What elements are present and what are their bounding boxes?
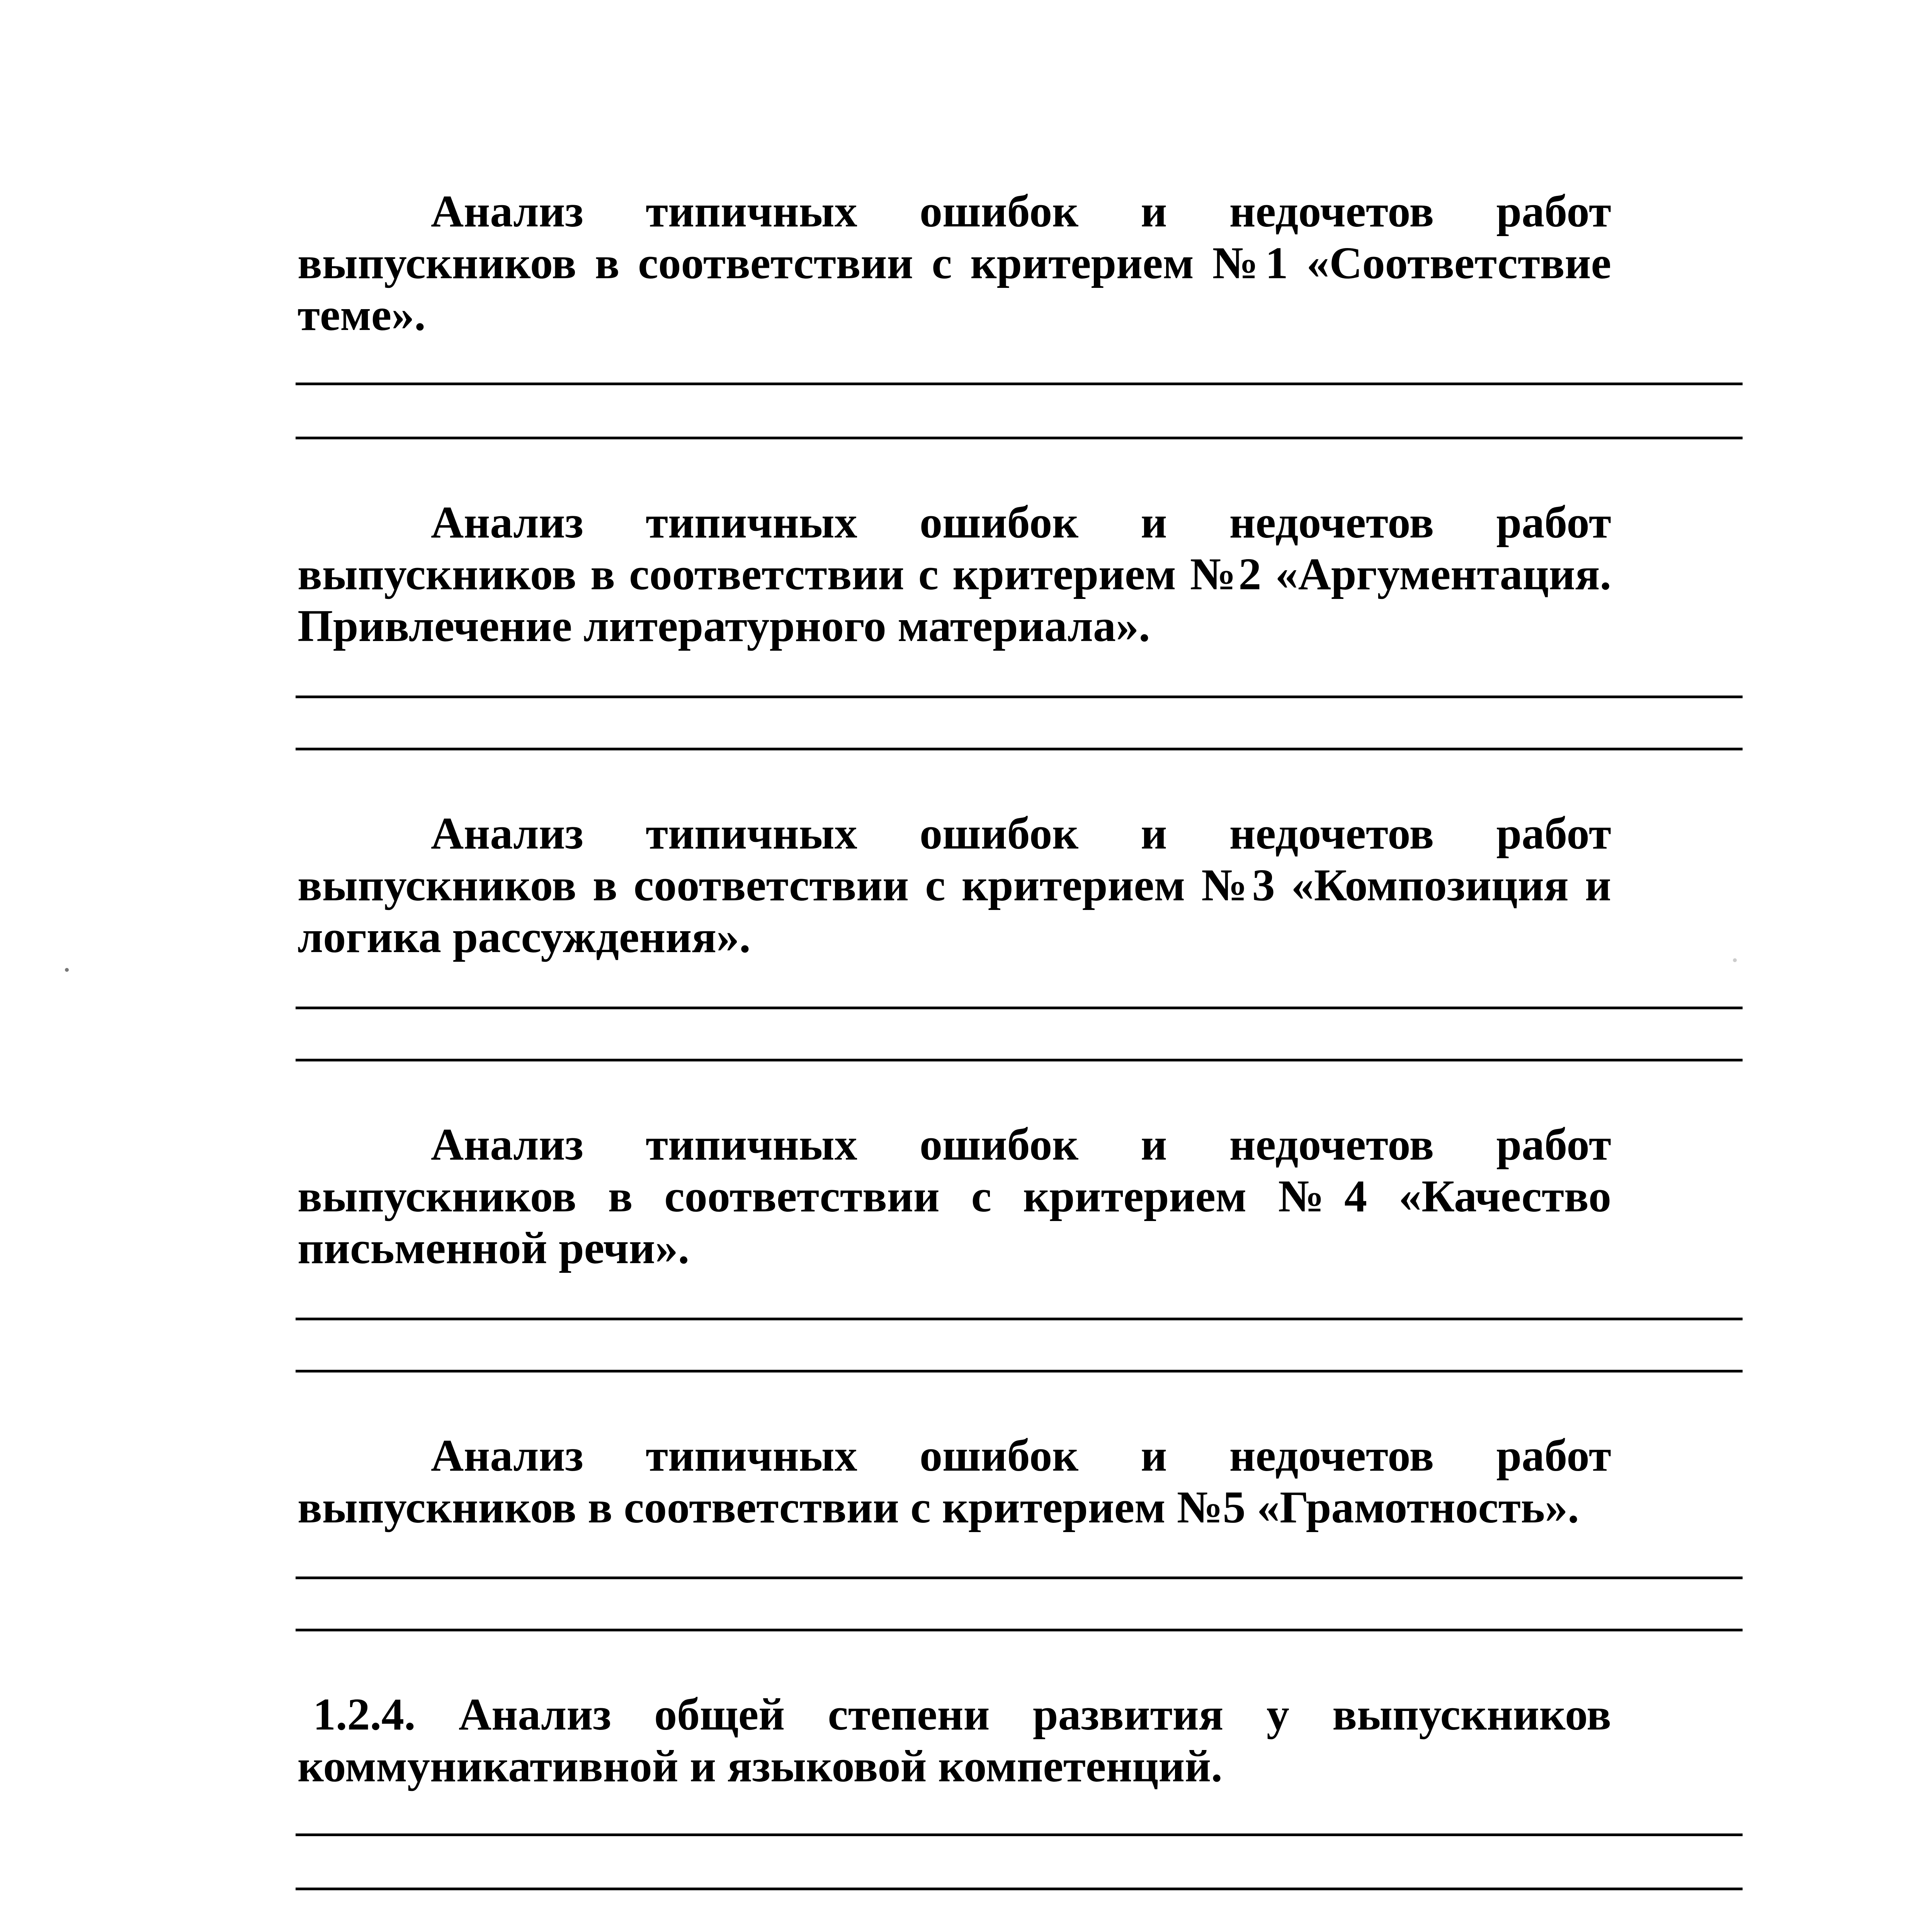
answer-line [296,1318,1743,1320]
criterion-3-text: Анализ типичных ошибок и недочетов работ выпускников в соответствии с критерием №3 «Композиция и логика рассуждения». [298,808,1611,962]
answer-line [296,1007,1743,1009]
scan-dot [65,968,69,972]
criterion-5-text: Анализ типичных ошибок и недочетов работ выпускников в соответствии с критерием №5 «Грамотность». [298,1430,1611,1532]
criterion-2-heading [298,497,1611,652]
criterion-1-text: Анализ типичных ошибок и недочетов работ выпускников в соответствии с критерием №1 «Соответствие теме». [298,186,1611,340]
answer-line [296,1059,1743,1061]
criterion-4-text: Анализ типичных ошибок и недочетов работ выпускников в соответствии с критерием №4 «Качество письменной речи». [298,1119,1611,1273]
answer-line [296,1577,1743,1579]
answer-line [296,383,1743,385]
answer-line [296,437,1743,439]
criterion-5-heading [298,1430,1611,1533]
criterion-4-heading [298,1119,1611,1274]
criterion-2-text: Анализ типичных ошибок и недочетов работ выпускников в соответствии с критерием №2 «Аргументация. Привлечение литературного материала». [298,497,1611,651]
answer-line [296,1833,1743,1836]
answer-line [296,1629,1743,1631]
criterion-3-heading [298,808,1611,963]
answer-line [296,1370,1743,1372]
section-1-2-4-text: 1.2.4. Анализ общей степени развития у выпускников коммуникативной и языковой компетенций. [298,1689,1611,1791]
criterion-1-heading [298,185,1611,341]
answer-line [296,696,1743,698]
section-1-2-4-heading [298,1689,1611,1792]
scan-dot [1733,958,1737,962]
answer-line [296,748,1743,750]
answer-line [296,1888,1743,1890]
